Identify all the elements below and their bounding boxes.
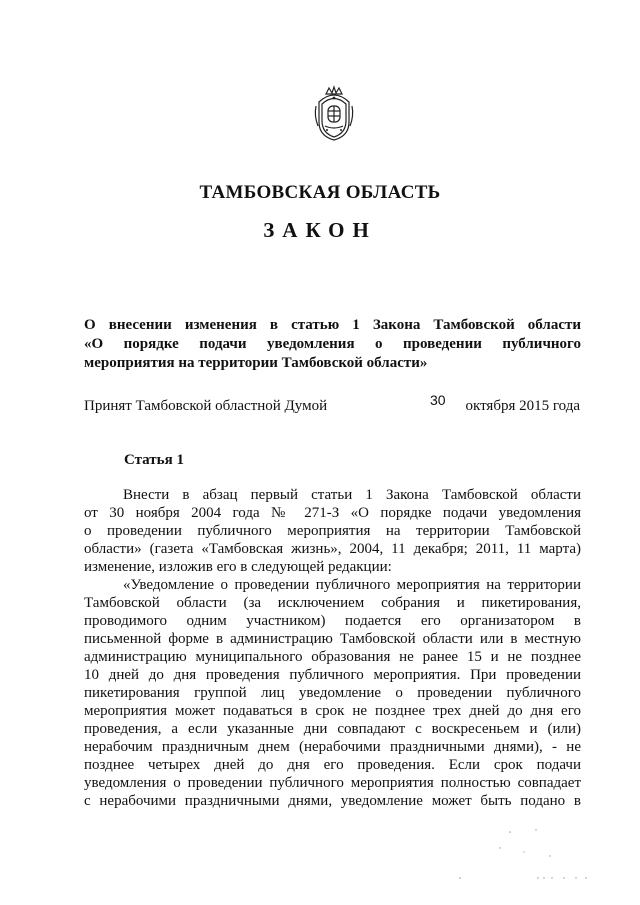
body-line: проводимого одним участником) подается его организатором в (84, 613, 581, 629)
body-line: области» (газета «Тамбовская жизнь», 2004, 11 декабря; 2011, 11 марта) (84, 541, 581, 557)
body-line: о проведении публичного мероприятия на территории Тамбовской (84, 523, 581, 539)
law-subject (84, 316, 581, 373)
body-line: с нерабочими праздничными днями, уведомление может быть подано в (84, 793, 581, 809)
adoption-line (84, 392, 580, 422)
body-line: изменение, изложив его в следующей редакции: (84, 559, 392, 575)
scan-specks (440, 826, 620, 886)
body-line: «Уведомление о проведении публичного мероприятия на территории (123, 577, 581, 593)
document-type-title: ЗАКОН (263, 218, 377, 242)
body-line: нерабочим праздничным днем (нерабочими праздничными днями), - не (84, 739, 581, 755)
region-title: ТАМБОВСКАЯ ОБЛАСТЬ (199, 182, 441, 203)
body-line: мероприятия может подаваться в срок не позднее трех дней до дня его (84, 703, 581, 719)
subject-line: мероприятия на территории Тамбовской области» (84, 355, 428, 371)
adoption-text: Принят Тамбовской областной Думой (84, 398, 328, 414)
coat-of-arms-icon (313, 84, 355, 142)
adoption-month-year: октября 2015 года (465, 398, 580, 414)
article-heading: Статья 1 (124, 452, 184, 468)
subject-line: «О порядке подачи уведомления о проведении публичного (84, 336, 581, 352)
body-line: проведения, а если указанные дни совпадают с воскресеньем и (или) (84, 721, 581, 737)
body-line: пикетирования группой лиц уведомление о проведении публичного (84, 685, 581, 701)
body-line: 10 дней до дня проведения публичного мероприятия. При проведении (84, 667, 581, 683)
body-line: администрацию муниципального образования не ранее 15 и не позднее (84, 649, 581, 665)
body-line: позднее четырех дней до дня его проведения. Если срок подачи (84, 757, 581, 773)
body-line: Тамбовской области (за исключением собрания и пикетирования, (84, 595, 581, 611)
adoption-day: 30 (430, 392, 446, 408)
body-line: уведомления о проведении публичного мероприятия полностью совпадает (84, 775, 581, 791)
article-body (84, 486, 581, 810)
body-line: письменной форме в администрацию Тамбовской области или в местную (84, 631, 581, 647)
body-line: от 30 ноября 2004 года № 271-З «О порядке подачи уведомления (84, 505, 581, 521)
subject-line: О внесении изменения в статью 1 Закона Тамбовской области (84, 317, 581, 333)
body-line: Внести в абзац первый статьи 1 Закона Тамбовской области (123, 487, 581, 503)
